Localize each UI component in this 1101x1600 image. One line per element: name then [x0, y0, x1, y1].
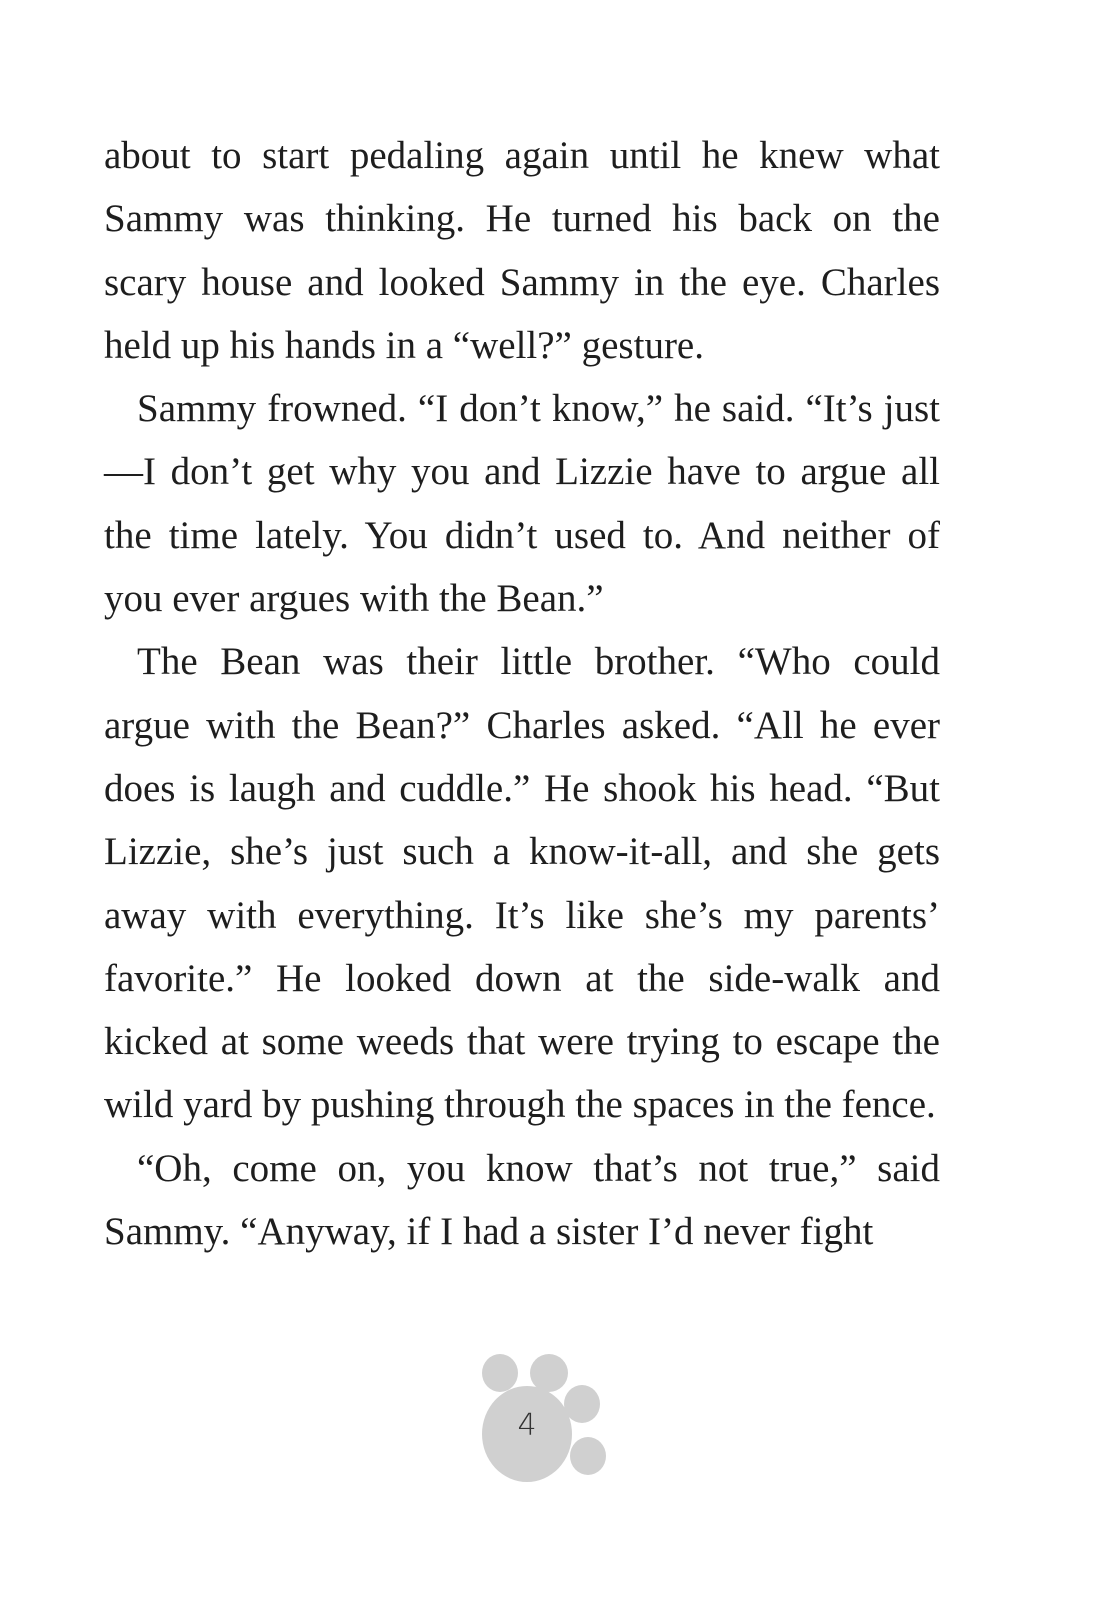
page-number: 4 [517, 1408, 537, 1443]
paw-toe-1 [482, 1354, 518, 1392]
paragraph-1: about to start pedaling again until he knew what Sammy was thinking. He turned his back on the scary house and looked Sammy in the eye. Charles held up his hands in a “well?” gesture. [104, 134, 940, 367]
paragraph-4: “Oh, come on, you know that’s not true,” said Sammy. “Anyway, if I had a sister I’d never fight [104, 1146, 940, 1254]
paw-print-icon [478, 1350, 618, 1490]
paragraph-2: Sammy frowned. “I don’t know,” he said. “It’s just—I don’t get why you and Lizzie have to argue all the time lately. You didn’t used to. And neither of you ever argues with the Bean.” [104, 387, 940, 621]
page-body-text [104, 124, 940, 1263]
paw-toe-4 [570, 1437, 606, 1475]
paragraph-3: The Bean was their little brother. “Who could argue with the Bean?” Charles asked. “All he ever does is laugh and cuddle.” He shook his head. “But Lizzie, she’s just such a know-it-all, and she gets away with everything. It’s like she’s my parents’ favorite.” He looked down at the side-walk and kicked at some weeds that were trying to escape the wild yard by pushing through the spaces in the fence. [104, 640, 940, 1127]
